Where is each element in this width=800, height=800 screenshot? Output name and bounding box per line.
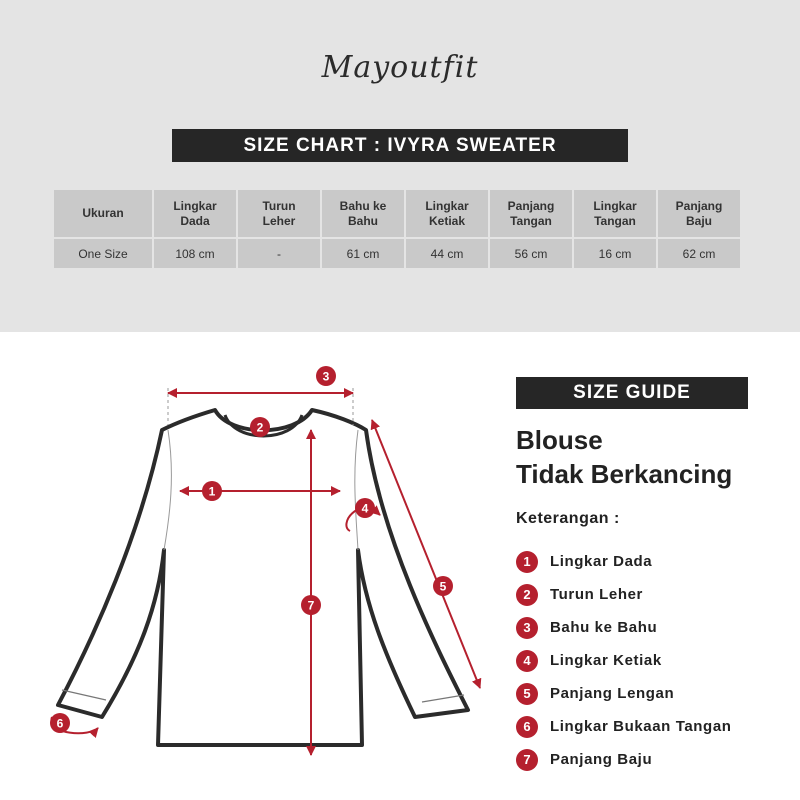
table-cell: 61 cm <box>322 239 404 268</box>
legend-item-panjang-lengan <box>516 677 732 710</box>
header-lingkar-ketiak: Lingkar Ketiak <box>406 190 488 237</box>
garment-type-line-2: Tidak Berkancing <box>516 459 733 489</box>
table-cell: 16 cm <box>574 239 656 268</box>
table-cell: One Size <box>54 239 152 268</box>
svg-text:1: 1 <box>208 484 216 499</box>
svg-text:5: 5 <box>439 579 447 594</box>
legend-number-badge: 2 <box>516 584 538 606</box>
legend-label: Turun Leher <box>550 586 643 603</box>
legend-label: Lingkar Dada <box>550 553 653 570</box>
table-cell: 44 cm <box>406 239 488 268</box>
legend-item-lingkar-dada <box>516 545 732 578</box>
header-bahu-ke-bahu: Bahu ke Bahu <box>322 190 404 237</box>
garment-type-title <box>516 423 732 491</box>
legend-item-lingkar-bukaan-tangan <box>516 710 732 743</box>
svg-text:4: 4 <box>361 501 369 516</box>
header-lingkar-dada: Lingkar Dada <box>154 190 236 237</box>
legend-label: Lingkar Bukaan Tangan <box>550 718 732 735</box>
table-cell: 108 cm <box>154 239 236 268</box>
svg-text:2: 2 <box>256 420 264 435</box>
table-header-row <box>54 190 740 237</box>
table-cell: - <box>238 239 320 268</box>
legend-number-badge: 3 <box>516 617 538 639</box>
legend-item-bahu-ke-bahu <box>516 611 732 644</box>
legend-number-badge: 5 <box>516 683 538 705</box>
svg-text:6: 6 <box>56 716 64 731</box>
legend-label: Panjang Baju <box>550 751 653 768</box>
table-row <box>54 239 740 268</box>
size-chart-title: SIZE CHART : IVYRA SWEATER <box>172 129 628 162</box>
header-lingkar-tangan: Lingkar Tangan <box>574 190 656 237</box>
svg-text:7: 7 <box>307 598 315 613</box>
legend-item-lingkar-ketiak <box>516 644 732 677</box>
legend-label: Lingkar Ketiak <box>550 652 662 669</box>
legend-number-badge: 1 <box>516 551 538 573</box>
legend-item-turun-leher <box>516 578 732 611</box>
garment-type-line-1: Blouse <box>516 425 603 455</box>
svg-text:3: 3 <box>322 369 330 384</box>
header-turun-leher: Turun Leher <box>238 190 320 237</box>
table-cell: 62 cm <box>658 239 740 268</box>
header-panjang-tangan: Panjang Tangan <box>490 190 572 237</box>
legend-number-badge: 6 <box>516 716 538 738</box>
table-cell: 56 cm <box>490 239 572 268</box>
legend-number-badge: 7 <box>516 749 538 771</box>
header-panjang-baju: Panjang Baju <box>658 190 740 237</box>
sweater-illustration <box>40 355 500 800</box>
size-chart-table <box>52 188 742 270</box>
size-guide-title: SIZE GUIDE <box>516 377 748 409</box>
sweater-outline <box>58 410 468 745</box>
measurement-legend <box>516 545 732 776</box>
header-ukuran: Ukuran <box>54 190 152 237</box>
legend-label: Bahu ke Bahu <box>550 619 658 636</box>
brand-logo: Mayoutfit <box>321 50 479 85</box>
size-chart-section <box>0 0 800 332</box>
keterangan-label: Keterangan : <box>516 510 620 527</box>
legend-number-badge: 4 <box>516 650 538 672</box>
legend-label: Panjang Lengan <box>550 685 675 702</box>
legend-item-panjang-baju <box>516 743 732 776</box>
